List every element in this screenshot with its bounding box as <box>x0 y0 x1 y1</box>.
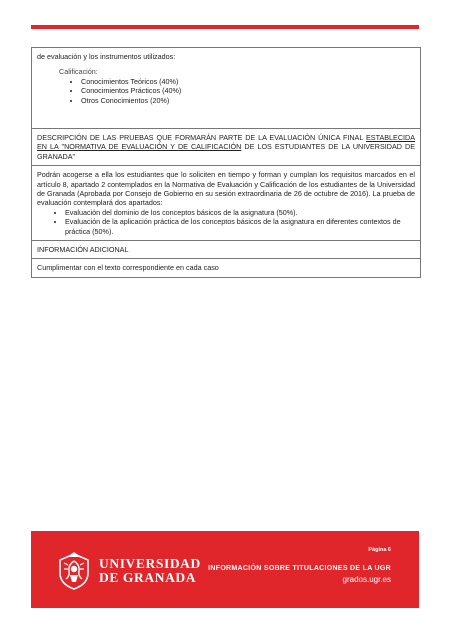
grading-list <box>37 77 415 105</box>
grading-item: • Conocimientos Prácticos (40%) <box>81 86 415 95</box>
final-evaluation-paragraph: Podrán acogerse a ella los estudiantes que lo soliciten en tiempo y forman y cumplan los requisitos marcados en el artículo 8, apartado 2 contemplados en la Normativa de Evaluación y Calificación de los estudiantes de la Universidad de Granada (Aprobada por Consejo de Gobierno en su sesión extraordinaria de 26 de octubre de 2016). La prueba de evaluación contemplará dos apartados: <box>37 170 415 208</box>
final-evaluation-underlined: ESTABLECIDA EN LA "NORMATIVA DE EVALUACIÓN Y DE CALIFICACIÓN <box>37 133 415 152</box>
final-evaluation-item: • Evaluación de la aplicación práctica de los conceptos básicos de la asignatura en diferentes contextos de práctica (50%). <box>65 217 415 236</box>
degree-site-link[interactable]: grados.ugr.es <box>342 575 391 584</box>
additional-info-text: Cumplimentar con el texto correspondiente en cada caso <box>37 263 219 273</box>
final-evaluation-title-end: DE LOS ESTUDIANTES DE LA UNIVERSIDAD DE GRANADA" <box>37 142 416 161</box>
final-evaluation-description <box>32 166 420 241</box>
footer-banner <box>31 531 419 608</box>
grading-item: • Conocimientos Teóricos (40%) <box>81 77 415 86</box>
additional-info-header: INFORMACIÓN ADICIONAL <box>32 241 420 259</box>
final-evaluation-header <box>32 129 420 166</box>
top-accent-bar <box>31 25 419 29</box>
evaluation-criteria-cell <box>32 48 420 129</box>
grading-heading: Calificación: <box>59 67 98 77</box>
grading-item: • Otros Conocimientos (20%) <box>81 96 415 105</box>
final-evaluation-list <box>37 208 415 236</box>
page-number: Página 6 <box>368 547 391 553</box>
final-evaluation-title: DESCRIPCIÓN DE LAS PRUEBAS QUE FORMARÁN PARTE DE LA EVALUACIÓN ÚNICA FINAL <box>37 133 366 142</box>
university-name-line1: UNIVERSIDAD <box>99 556 201 571</box>
evaluation-intro: de evaluación y los instrumentos utilizados: <box>37 52 176 61</box>
final-evaluation-item: • Evaluación del dominio de los conceptos básicos de la asignatura (50%). <box>65 208 415 217</box>
degree-info-title: INFORMACIÓN SOBRE TITULACIONES DE LA UGR <box>208 565 391 572</box>
university-name-line2: DE GRANADA <box>99 570 197 585</box>
content-table <box>31 47 421 278</box>
university-crest-icon <box>55 551 93 591</box>
university-name <box>99 557 201 585</box>
